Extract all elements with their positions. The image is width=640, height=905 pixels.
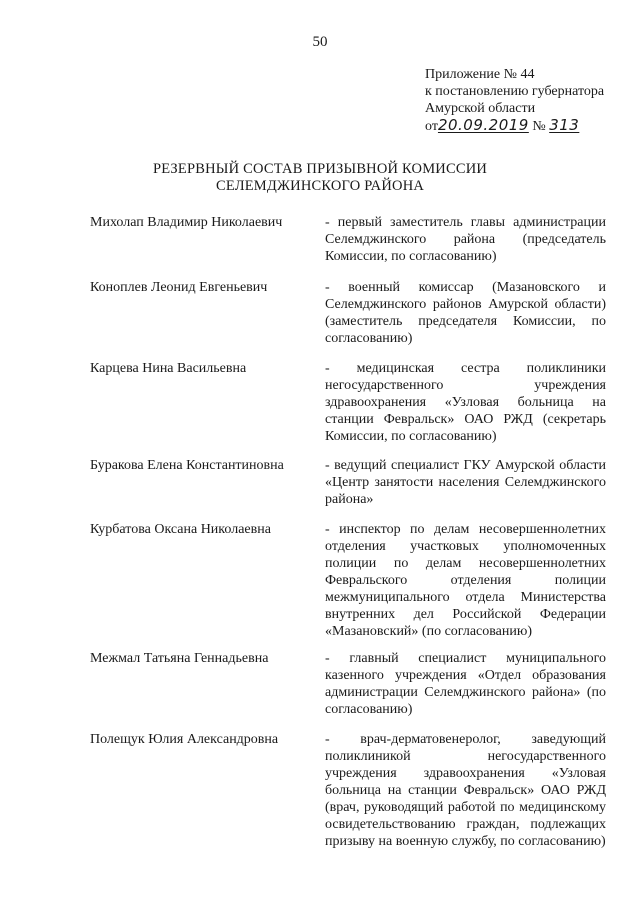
title-line-1: РЕЗЕРВНЫЙ СОСТАВ ПРИЗЫВНОЙ КОМИССИИ bbox=[152, 161, 488, 177]
member-name: Коноплев Леонид Евгеньевич bbox=[90, 280, 268, 295]
appendix-date-line bbox=[425, 117, 604, 135]
page-number: 50 bbox=[312, 34, 328, 50]
member-name: Буракова Елена Константиновна bbox=[90, 458, 284, 473]
handwritten-date: 20.09.2019 bbox=[437, 116, 529, 134]
document-title bbox=[0, 161, 640, 195]
member-role: - ведущий специалист ГКУ Амурской области «Центр занятости населения Селемджинского района» bbox=[325, 458, 606, 507]
member-name: Курбатова Оксана Николаевна bbox=[90, 522, 271, 537]
member-role: - инспектор по делам несовершеннолетних отделения участковых уполномоченных полиции по делам несовершеннолетних Февральского отделения полиции межмуниципального отдела Министерства внутренних дел Российской Федерации «Мазановский» (по согласованию) bbox=[325, 522, 606, 639]
number-prefix: № bbox=[532, 119, 546, 134]
title-line-2: СЕЛЕМДЖИНСКОГО РАЙОНА bbox=[215, 178, 425, 194]
member-role: - первый заместитель главы администрации Селемджинского района (председатель Комиссии, по согласованию) bbox=[325, 215, 606, 264]
appendix-header bbox=[425, 66, 604, 135]
member-name: Карцева Нина Васильевна bbox=[90, 361, 247, 376]
member-role: - военный комиссар (Мазановского и Селемджинского районов Амурской области) (заместитель председателя Комиссии, по согласованию) bbox=[325, 280, 606, 346]
appendix-line-2: к постановлению губернатора bbox=[425, 84, 605, 99]
member-role: - врач-дерматовенеролог, заведующий поликлиникой негосударственного учреждения здравоохранения «Узловая больница на станции Февральск» ОАО РЖД (врач, руководящий работой по медицинскому освидетельствованию граждан, подлежащих призыву на военную службу, по согласованию) bbox=[325, 732, 606, 849]
appendix-line-1: Приложение № 44 bbox=[425, 67, 535, 82]
handwritten-number: 313 bbox=[549, 116, 580, 134]
member-name: Полещук Юлия Александровна bbox=[90, 732, 279, 747]
appendix-line-3: Амурской области bbox=[425, 101, 536, 116]
member-role: - медицинская сестра поликлиники негосударственного учреждения здравоохранения «Узловая больница на станции Февральск» ОАО РЖД (секретарь Комиссии, по согласованию) bbox=[325, 361, 606, 444]
date-prefix: от bbox=[425, 119, 438, 134]
member-role: - главный специалист муниципального казенного учреждения «Отдел образования администрации Селемджинского района» (по согласованию) bbox=[325, 651, 606, 717]
member-name: Михолап Владимир Николаевич bbox=[90, 215, 283, 230]
member-name: Межмал Татьяна Геннадьевна bbox=[90, 651, 269, 666]
